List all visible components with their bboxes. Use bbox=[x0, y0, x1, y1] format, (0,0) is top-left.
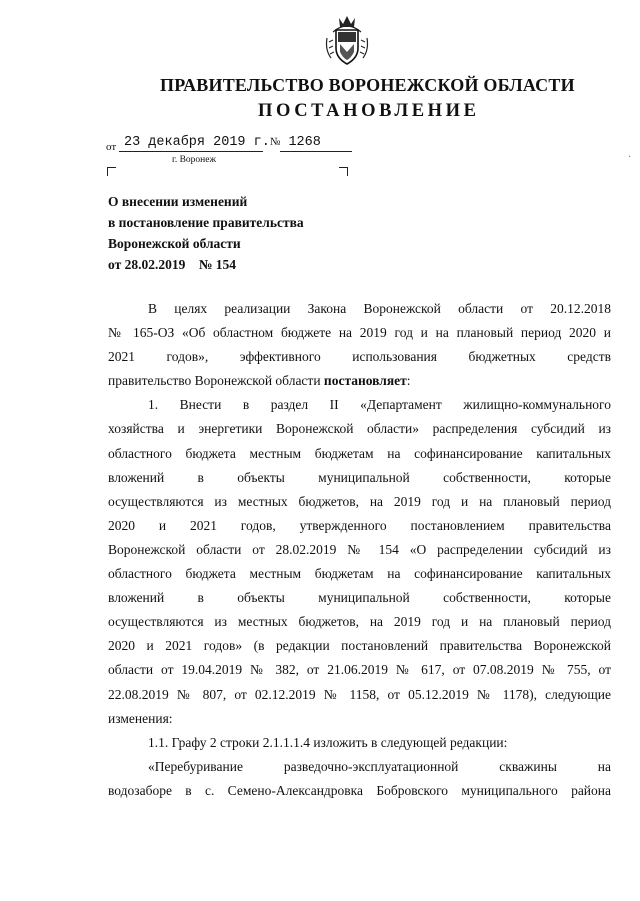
body-line: «Перебуривание разведочно-эксплуатационной скважины на bbox=[148, 758, 611, 774]
city-label: г. Воронеж bbox=[172, 155, 217, 165]
date-number-row bbox=[106, 135, 366, 155]
body-line: вложений в объекты муниципальной собственности, которые bbox=[108, 590, 611, 606]
subject-line: О внесении изменений bbox=[108, 194, 248, 209]
subject-line: от 28.02.2019 № 154 bbox=[108, 257, 237, 272]
organization-title: ПРАВИТЕЛЬСТВО ВОРОНЕЖСКОЙ ОБЛАСТИ bbox=[160, 75, 575, 95]
subject-line: Воронежской области bbox=[108, 236, 241, 251]
document-type-title: ПОСТАНОВЛЕНИЕ bbox=[258, 101, 480, 121]
body-line: вложений в объекты муниципальной собственности, которые bbox=[108, 469, 611, 485]
body-line: 1. Внести в раздел II «Департамент жилищно-коммунального bbox=[148, 397, 611, 413]
body-line: 2021 годов», эффективного использования бюджетных средств bbox=[108, 349, 611, 365]
margin-mark: · bbox=[628, 152, 632, 163]
body-line: 2020 и 2021 годов» (в редакции постановлений правительства Воронежской bbox=[108, 638, 611, 654]
body-line: № 165-ОЗ «Об областном бюджете на 2019 год и на плановый период 2020 и bbox=[108, 325, 611, 341]
number-prefix: № bbox=[269, 136, 281, 148]
document-subject bbox=[108, 191, 304, 275]
body-line: осуществляются из местных бюджетов, на 2019 год и на плановый период bbox=[108, 493, 611, 509]
coat-of-arms-emblem bbox=[323, 12, 371, 68]
body-line: осуществляются из местных бюджетов, на 2019 год и на плановый период bbox=[108, 614, 611, 630]
body-line: Воронежской области от 28.02.2019 № 154 «О распределении субсидий из bbox=[108, 541, 611, 557]
corner-bracket-right bbox=[339, 167, 348, 176]
body-line: изменения: bbox=[108, 710, 173, 726]
body-line: водозаборе в с. Семено-Александровка Бобровского муниципального района bbox=[108, 782, 611, 798]
body-line: области от 19.04.2019 № 382, от 21.06.2019 № 617, от 07.08.2019 № 755, от bbox=[108, 662, 611, 678]
body-line: правительство Воронежской области постановляет: bbox=[108, 373, 411, 389]
body-line: хозяйства и энергетики Воронежской области» распределения субсидий из bbox=[108, 421, 611, 437]
body-line: областного бюджета местным бюджетам на софинансирование капитальных bbox=[108, 445, 611, 461]
resolution-keyword: постановляет bbox=[323, 373, 407, 389]
date-prefix: от bbox=[106, 141, 117, 153]
body-line: 2020 и 2021 годов, утвержденного постановлением правительства bbox=[108, 517, 611, 533]
document-number: 1268 bbox=[288, 135, 321, 150]
date-underline bbox=[119, 151, 263, 152]
corner-bracket-left bbox=[107, 167, 116, 176]
subject-line: в постановление правительства bbox=[108, 215, 304, 230]
body-line: В целях реализации Закона Воронежской области от 20.12.2018 bbox=[148, 301, 611, 316]
number-underline bbox=[280, 151, 352, 152]
body-line: 22.08.2019 № 807, от 02.12.2019 № 1158, от 05.12.2019 № 1178), следующие bbox=[108, 686, 611, 702]
body-line: областного бюджета местным бюджетам на софинансирование капитальных bbox=[108, 566, 611, 582]
document-date: 23 декабря 2019 г.№ 1268 bbox=[124, 135, 321, 150]
body-line: 1.1. Графу 2 строки 2.1.1.1.4 изложить в следующей редакции: bbox=[148, 734, 508, 750]
document-body bbox=[108, 297, 611, 803]
